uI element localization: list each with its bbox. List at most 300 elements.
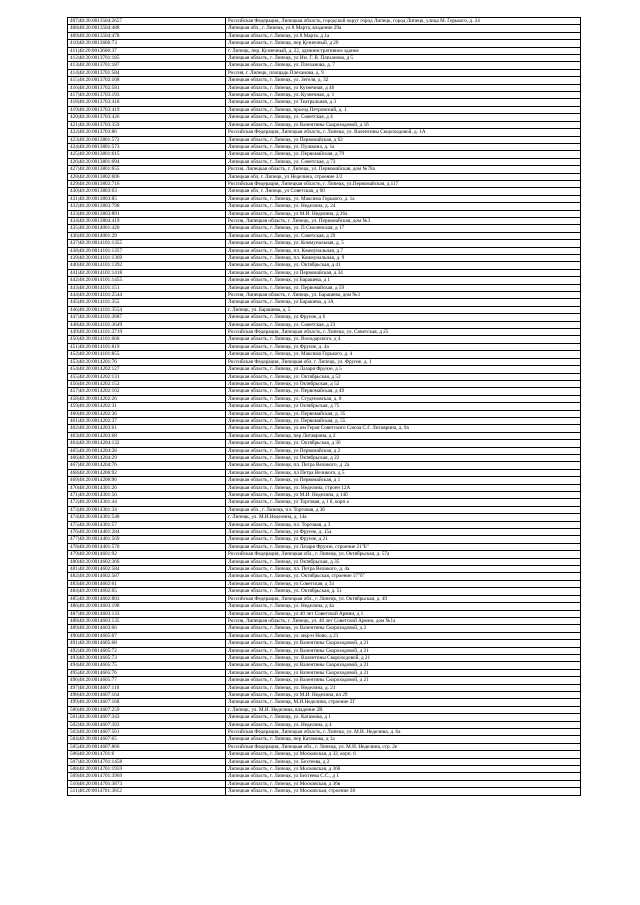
table-row [68, 40, 581, 47]
address-cell: Российская Федерация, Липецкая обл., г. Липецк, ул. Октябрьская, д. 49 [226, 595, 581, 602]
address-cell: Липецкая область, г. Липецк, ул Им. Г. В. Плеханова, д 5 [226, 55, 581, 62]
record-number-cell: 439|48:20:0014101:1369 [68, 255, 226, 262]
table-row [68, 617, 581, 624]
address-cell: Липецкая область, г. Липецк, ул. Первомайская, д. 55 [226, 417, 581, 424]
address-cell: Липецкая область, г. Липецк, ул Октябрьская, д 35 [226, 558, 581, 565]
record-number-cell: 486|48:20:0014603:198 [68, 603, 226, 610]
table-row [68, 180, 581, 187]
address-cell: Липецкая область, г. Липецк, проезд Петровский, д. 1 [226, 106, 581, 113]
address-cell: Липецкая область, г. Липецк, ул. Неделина, д 4 [226, 721, 581, 728]
record-number-cell: 485|48:20:0014602:883 [68, 595, 226, 602]
address-cell: Липецкая область, г. Липецк, ул. Пушкина, д. 1а [226, 143, 581, 150]
record-number-cell: 498|48:20:0014607:164 [68, 691, 226, 698]
table-row [68, 136, 581, 143]
record-number-cell: 450|48:20:0014101:668 [68, 336, 226, 343]
table-row [68, 203, 581, 210]
address-cell: Липецкая область, г. Липецк, ул Первомайская, д 1 [226, 477, 581, 484]
address-cell: Россия, Липецкая область, г. Липецк, ул. Барашева, дом №3 [226, 292, 581, 299]
address-cell: Российская Федерация, Липецкая область, г. Липецк, ул. Валентины Скороходовой, д. 1А [226, 129, 581, 136]
record-number-cell: 438|48:20:0014101:1357 [68, 247, 226, 254]
record-number-cell: 410|48:20:0013606:73 [68, 40, 226, 47]
record-number-cell: 445|48:20:0014101:355 [68, 299, 226, 306]
record-number-cell: 448|48:20:0014101:3649 [68, 321, 226, 328]
address-cell: Липецкая область, г. Липецк, ул Кузнечная, д 46 [226, 84, 581, 91]
address-cell: Российская Федерация, Липецкая обл, г. Липецк, ул. Фрунзе, д. 1 [226, 358, 581, 365]
address-cell: Липецкая обл., г. Липецк, ул 8 Марта, владение 29а [226, 25, 581, 32]
record-number-cell: 504|48:20:0014607:65 [68, 736, 226, 743]
address-cell: Липецкая область, г. Липецк, ул. Советская, д 73 [226, 158, 581, 165]
address-cell: г. Липецк, ул. М.И.Неделина, д. 14а [226, 514, 581, 521]
table-row [68, 640, 581, 647]
record-number-cell: 474|48:20:0014301:548 [68, 514, 226, 521]
address-cell: Российская Федерация, Липецкая область, г. Липецк, ул. Советская, д 25 [226, 329, 581, 336]
address-cell: Россия, г. Липецк, площадь Плеханова, д. 9 [226, 69, 581, 76]
address-cell: Липецкая область, г. Липецк, пл Петра Великого, д 5 [226, 469, 581, 476]
address-cell: Липецкая область, г. Липецк, ул Барашева, д 1 [226, 277, 581, 284]
address-cell: Липецкая область, г. Липецк, ул. Зегеля, д. 32 [226, 77, 581, 84]
table-row [68, 351, 581, 358]
address-cell: Липецкая область, г. Липецк, ул Первомайская, д 2 [226, 447, 581, 454]
table-row [68, 706, 581, 713]
address-cell: Липецкая область, г. Липецк, ул Театральная, д 3 [226, 99, 581, 106]
address-cell: Липецкая область, г. Липецк, ул Бехтеева С.С., д 1 [226, 773, 581, 780]
record-number-cell: 509|48:20:0014701:3969 [68, 773, 226, 780]
table-row [68, 662, 581, 669]
record-number-cell: 436|48:20:0014001:29 [68, 232, 226, 239]
address-cell: Липецкая область, г. Липецк, ул. Коммунальная, д. 5 [226, 240, 581, 247]
table-row [68, 469, 581, 476]
record-number-cell: 454|48:20:0014202:127 [68, 366, 226, 373]
table-row [68, 647, 581, 654]
address-cell: Липецкая область, г. Липецк, ул. Неделина, д. 21 [226, 684, 581, 691]
table-row [68, 425, 581, 432]
record-number-cell: 459|48:20:0014202:31 [68, 403, 226, 410]
record-number-cell: 408|48:20:0013504:488 [68, 25, 226, 32]
table-row [68, 306, 581, 313]
address-cell: Липецкая область, г. Липецк, ул. Первомайская, д. 35 [226, 410, 581, 417]
record-number-cell: 471|48:20:0014301:56 [68, 492, 226, 499]
table-row [68, 751, 581, 758]
table-row [68, 284, 581, 291]
address-cell: Липецкая обл, г. Липецк, ул Неделина, строение 3/2 [226, 173, 581, 180]
table-row [68, 521, 581, 528]
record-number-cell: 449|48:20:0014101:3719 [68, 329, 226, 336]
record-number-cell: 428|48:20:0013802:606 [68, 173, 226, 180]
record-number-cell: 407|48:20:0013504:2657 [68, 18, 226, 25]
table-row [68, 588, 581, 595]
table-row [68, 417, 581, 424]
table-row [68, 314, 581, 321]
record-number-cell: 415|48:20:0013702:168 [68, 77, 226, 84]
record-number-cell: 465|48:20:0014204:28 [68, 447, 226, 454]
address-cell: г. Липецк, ул. Барашева, д. 5 [226, 306, 581, 313]
address-cell: Российская Федерация, Липецкая область, городской округ город Липецк, город Липецк, улица М. Горького, д. 24 [226, 18, 581, 25]
address-cell: Липецкая область, г. Липецк, ул. Максима Горького, д. 1а [226, 195, 581, 202]
table-row [68, 62, 581, 69]
table-row [68, 25, 581, 32]
table-row [68, 217, 581, 224]
table-row [68, 47, 581, 54]
record-number-cell: 508|48:20:0014701:1959 [68, 766, 226, 773]
record-number-cell: 424|48:20:0013801:573 [68, 143, 226, 150]
table-row [68, 499, 581, 506]
table-row [68, 395, 581, 402]
table-row [68, 595, 581, 602]
table-row [68, 506, 581, 513]
table-row [68, 721, 581, 728]
table-row [68, 329, 581, 336]
record-number-cell: 426|48:20:0013801:694 [68, 158, 226, 165]
table-row [68, 551, 581, 558]
record-number-cell: 503|48:20:0014607:561 [68, 729, 226, 736]
record-number-cell: 472|48:20:0014301:44 [68, 499, 226, 506]
record-number-cell: 417|48:20:0013703:193 [68, 92, 226, 99]
table-row [68, 780, 581, 787]
record-number-cell: 490|48:20:0014605:67 [68, 632, 226, 639]
address-cell: Липецкая область, г. Липецк, пер Литаврина, д 2 [226, 432, 581, 439]
record-number-cell: 453|48:20:0014201:76 [68, 358, 226, 365]
table-row [68, 410, 581, 417]
table-row [68, 32, 581, 39]
table-row [68, 699, 581, 706]
table-row [68, 477, 581, 484]
table-row [68, 684, 581, 691]
address-cell: Липецкая область, г. Липецк, пл. Петра Великого, д. 4а [226, 566, 581, 573]
table-row [68, 92, 581, 99]
table-row [68, 247, 581, 254]
table-row [68, 336, 581, 343]
record-number-cell: 463|48:20:0014203:68 [68, 432, 226, 439]
table-row [68, 358, 581, 365]
address-cell: г. Липецк, пер. Кузнечный, д. 22, административное здание [226, 47, 581, 54]
record-number-cell: 475|48:20:0014301:57 [68, 521, 226, 528]
table-row [68, 514, 581, 521]
address-cell: Липецкая область, г. Липецк, ул. Бехтеева, д 2 [226, 758, 581, 765]
table-row [68, 714, 581, 721]
table-row [68, 210, 581, 217]
address-cell: Липецкая область, г. Липецк, М.И.Неделина, строение 2Г [226, 699, 581, 706]
address-cell: Липецкая область, г. Липецк, ул. Валентины Скороходовой, д 21 [226, 654, 581, 661]
address-cell: Липецкая область, г. Липецк, пер Кузнечный, д 20 [226, 40, 581, 47]
record-number-cell: 452|48:20:0014101:855 [68, 351, 226, 358]
record-number-cell: 446|48:20:0014101:3554 [68, 306, 226, 313]
table-row [68, 403, 581, 410]
table-row [68, 669, 581, 676]
table-row [68, 188, 581, 195]
address-cell: Липецкая область, г. Липецк, ул. Первомайская, д 49 [226, 388, 581, 395]
address-cell: Липецкая область, г. Липецк, ул Московская, д 36б [226, 766, 581, 773]
table-row [68, 625, 581, 632]
record-number-cell: 458|48:20:0014202:26 [68, 395, 226, 402]
table-row [68, 654, 581, 661]
record-number-cell: 451|48:20:0014101:819 [68, 343, 226, 350]
table-row [68, 69, 581, 76]
address-cell: Липецкая область, г. Липецк, ул. Неделина, д. 24 [226, 203, 581, 210]
record-number-cell: 479|48:20:0014601:92 [68, 551, 226, 558]
table-row [68, 447, 581, 454]
record-number-cell: 476|48:20:0014401:284 [68, 529, 226, 536]
table-row [68, 277, 581, 284]
address-cell: Липецкая область, г. Липецк, ул. Советская, д 23 [226, 321, 581, 328]
table-row [68, 758, 581, 765]
address-cell: Липецкая область, г. Липецк, ул. Студеновская, д. 8 [226, 395, 581, 402]
table-row [68, 766, 581, 773]
record-number-cell: 412|48:20:0013701:185 [68, 55, 226, 62]
address-cell: г. Липецк, ул. М.И. Неделина, владение 2В [226, 706, 581, 713]
table-row [68, 18, 581, 25]
record-number-cell: 511|48:20:0014701:3812 [68, 788, 226, 795]
address-cell: Липецкая область, г. Липецк, ул Октябрьская, д 22 [226, 454, 581, 461]
table-row [68, 114, 581, 121]
record-number-cell: 497|48:20:0014607:110 [68, 684, 226, 691]
address-cell: Липецкая область, г. Липецк, ул. Катамова, д 1 [226, 714, 581, 721]
record-number-cell: 447|48:20:0014101:3687 [68, 314, 226, 321]
table-row [68, 691, 581, 698]
record-number-cell: 442|48:20:0014101:1455 [68, 277, 226, 284]
address-cell: Российская Федерация, Липецкая область, г. Липецк, ул. М.И. Неделина, д. 6а [226, 729, 581, 736]
record-number-cell: 425|48:20:0013801:615 [68, 151, 226, 158]
table-row [68, 632, 581, 639]
table-row [68, 484, 581, 491]
record-number-cell: 470|48:20:0014301:26 [68, 484, 226, 491]
table-row [68, 380, 581, 387]
address-cell: Липецкая область, г. Липецк, ул. мкр-н Ново, д 21 [226, 632, 581, 639]
record-number-cell: 427|48:20:0013801:655 [68, 166, 226, 173]
table-row [68, 536, 581, 543]
table-row [68, 232, 581, 239]
table-row [68, 158, 581, 165]
record-number-cell: 464|48:20:0014204:132 [68, 440, 226, 447]
address-cell: Липецкая область, г. Липецк, пер Катамова, д 1а [226, 736, 581, 743]
record-number-cell: 430|48:20:0013803:63 [68, 188, 226, 195]
table-row [68, 151, 581, 158]
table-row [68, 292, 581, 299]
record-number-cell: 409|48:20:0013504:478 [68, 32, 226, 39]
record-number-cell: 468|48:20:0014206:92 [68, 469, 226, 476]
address-cell: Липецкая область, г. Липецк, ул Фрунзе, д. 4а [226, 343, 581, 350]
record-number-cell: 444|48:20:0014101:2544 [68, 292, 226, 299]
table-row [68, 492, 581, 499]
record-number-cell: 419|48:20:0013703:419 [68, 106, 226, 113]
record-number-cell: 494|48:20:0014605:75 [68, 662, 226, 669]
table-row [68, 677, 581, 684]
table-row [68, 129, 581, 136]
address-cell: Липецкая область, г. Липецк, ул. Советская, д 4 [226, 114, 581, 121]
address-cell: Липецкая область, г. Липецк, ул. Первомайская, д 59 [226, 284, 581, 291]
record-number-cell: 437|48:20:0014101:1355 [68, 240, 226, 247]
record-number-cell: 488|48:20:0014603:135 [68, 617, 226, 624]
address-cell: Липецкая область, г. Липецк, ул. Октябрьская, д 41 [226, 262, 581, 269]
record-number-cell: 506|48:20:0014701:6 [68, 751, 226, 758]
table-row [68, 106, 581, 113]
table-row [68, 610, 581, 617]
address-cell: Липецкая область, г. Липецк, ул 40 лет Советской Армии, д 1 [226, 610, 581, 617]
address-cell: Липецкая область, г. Липецк, ул Валентины Скороходовой, д 21 [226, 677, 581, 684]
address-cell: Липецкая область, г. Липецк, ул Валентины Скороходовой, д 2 [226, 625, 581, 632]
table-row [68, 736, 581, 743]
table-row [68, 388, 581, 395]
record-number-cell: 500|48:20:0014607:259 [68, 706, 226, 713]
record-number-cell: 502|48:20:0014607:393 [68, 721, 226, 728]
record-number-cell: 466|48:20:0014204:29 [68, 454, 226, 461]
address-cell: Липецкая область, г. Липецк, ул М.И. Неделина, вл 29 [226, 691, 581, 698]
table-row [68, 255, 581, 262]
table-row [68, 55, 581, 62]
record-number-cell: 507|48:20:0014701:1458 [68, 758, 226, 765]
record-number-cell: 478|48:20:0014401:570 [68, 543, 226, 550]
address-cell: Липецкая область, г. Липецк, ул Валентины Скороходовой, д 1б [226, 121, 581, 128]
record-number-cell: 489|48:20:0014603:66 [68, 625, 226, 632]
address-cell: Россия, Липецкая область, г. Липецк, ул. Первомайская, дом №78а [226, 166, 581, 173]
record-number-cell: 499|48:20:0014607:168 [68, 699, 226, 706]
record-number-cell: 422|48:20:0013703:86 [68, 129, 226, 136]
record-number-cell: 462|48:20:0014203:61 [68, 425, 226, 432]
table-row [68, 143, 581, 150]
record-number-cell: 487|48:20:0014603:133 [68, 610, 226, 617]
table-row [68, 225, 581, 232]
table-row [68, 454, 581, 461]
record-number-cell: 495|48:20:0014605:76 [68, 669, 226, 676]
table-row [68, 566, 581, 573]
record-number-cell: 501|48:20:0014607:343 [68, 714, 226, 721]
address-cell: Липецкая область, г. Липецк, ул им Героя Советского Союза С.Г. Литаврина, д. 9а [226, 425, 581, 432]
address-cell: Липецкая область, г. Липецк, ул Первомайская, д 34 [226, 269, 581, 276]
address-cell: Липецкая область, г. Липецк, ул Октябрьская, д 75 [226, 403, 581, 410]
table-row [68, 366, 581, 373]
record-number-cell: 443|48:20:0014101:151 [68, 284, 226, 291]
address-cell: Липецкая область, г. Липецк, ул Фрунзе, д. 15а [226, 529, 581, 536]
address-cell: Липецкая область, г. Липецк, ул Торговая, д 1 б, корп а [226, 499, 581, 506]
table-row [68, 432, 581, 439]
record-number-cell: 493|48:20:0014605:73 [68, 654, 226, 661]
record-number-cell: 432|48:20:0013803:798 [68, 203, 226, 210]
table-row [68, 558, 581, 565]
record-number-cell: 492|48:20:0014605:72 [68, 647, 226, 654]
record-number-cell: 483|48:20:0014602:61 [68, 580, 226, 587]
address-cell: Липецкая область, г. Липецк, ул Московская, строение 28 [226, 788, 581, 795]
record-number-cell: 429|48:20:0013802:716 [68, 180, 226, 187]
record-number-cell: 413|48:20:0013701:187 [68, 62, 226, 69]
address-cell: Липецкая область, г. Липецк, ул Московская, д 36в [226, 780, 581, 787]
record-number-cell: 420|48:20:0013703:426 [68, 114, 226, 121]
address-cell: Липецкая область, г. Липецк, ул М.И. Неделина, д 14б [226, 492, 581, 499]
record-number-cell: 505|48:20:0014607:866 [68, 743, 226, 750]
record-number-cell: 484|48:20:0014602:65 [68, 588, 226, 595]
address-cell: Липецкая область, г. Липецк, ул. П.Смоленская, д 17 [226, 225, 581, 232]
address-cell: Липецкая область, г. Липецк, ул 8 Марта, д 1а [226, 32, 581, 39]
address-cell: Липецкая область, г. Липецк, ул Советская, д 33 [226, 580, 581, 587]
register-table [67, 17, 581, 796]
table-row [68, 321, 581, 328]
table-row [68, 580, 581, 587]
address-cell: Липецкая область, г. Липецк, ул. Максима Горького, д. 4 [226, 351, 581, 358]
address-cell: Липецкая область, г. Липецк, ул Московская, д 32, корп. 6 [226, 751, 581, 758]
record-number-cell: 455|48:20:0014202:131 [68, 373, 226, 380]
table-row [68, 262, 581, 269]
address-cell: Российская Федерация, Липецкая обл., г. Липецк, ул. М.И. Неделина, стр. 2е [226, 743, 581, 750]
address-cell: Российская Федерация, Липецкая область, г. Липецк, ул.Первомайская, д.117 [226, 180, 581, 187]
address-cell: Липецкая область, г. Липецк, ул Фрунзе, д 6 [226, 314, 581, 321]
address-cell: Россия, Липецкая область, г. Липецк, ул. 40 лет Советской Армии, дом №1а [226, 617, 581, 624]
record-number-cell: 431|48:20:0013803:85 [68, 195, 226, 202]
table-row [68, 603, 581, 610]
record-number-cell: 433|48:20:0013803:891 [68, 210, 226, 217]
table-row [68, 240, 581, 247]
record-number-cell: 496|48:20:0014605:77 [68, 677, 226, 684]
record-number-cell: 423|48:20:0013801:572 [68, 136, 226, 143]
address-cell: Липецкая область, г. Липецк, ул Октябрьская, д 52 [226, 380, 581, 387]
record-number-cell: 491|48:20:0014605:68 [68, 640, 226, 647]
address-cell: Липецкая область, г. Липецк, ул Валентины Скороходовой, д 21 [226, 662, 581, 669]
address-cell: Липецкая область, г. Липецк, ул. Советская, д 29 [226, 232, 581, 239]
address-cell: Липецкая область, г. Липецк, ул Первомайская, д 62 [226, 136, 581, 143]
address-cell: Липецкая область, г. Липецк, ул Фрунзе, д 21 [226, 536, 581, 543]
record-number-cell: 469|48:20:0014206:96 [68, 477, 226, 484]
record-number-cell: 481|48:20:0014602:584 [68, 566, 226, 573]
table-row [68, 121, 581, 128]
record-number-cell: 418|48:20:0013703:418 [68, 99, 226, 106]
address-cell: Липецкая область, г. Липецк, ул Барашева, д 3А [226, 299, 581, 306]
record-number-cell: 411|48:20:0013606:37 [68, 47, 226, 54]
table-row [68, 773, 581, 780]
address-cell: Россия, Липецкая область, г. Липецк, ул. Первомайская, дом №3 [226, 217, 581, 224]
table-row [68, 440, 581, 447]
table-row [68, 529, 581, 536]
address-cell: Липецкая область, г. Липецк, ул Валентины Скороходовой, д 21 [226, 647, 581, 654]
address-cell: Липецкая область, г. Липецк, пл. Петра Великого, д. 2а [226, 462, 581, 469]
address-cell: Липецкая область, г. Липецк, ул. Октябрьская, д 36 [226, 440, 581, 447]
record-number-cell: 414|48:20:0013701:584 [68, 69, 226, 76]
address-cell: Липецкая обл, г. Липецк, ул Советская, д 60 [226, 188, 581, 195]
record-number-cell: 434|48:20:0013804:419 [68, 217, 226, 224]
address-cell: Липецкая область, г. Липецк, ул. Кузнечная, д. 1 [226, 92, 581, 99]
address-cell: Российская Федерация, Липецкая обл., г. Липецк, ул. Октябрьская, д. 57а [226, 551, 581, 558]
address-cell: Липецкая область, г. Липецк, ул Валентины Скороходовой, д 21 [226, 669, 581, 676]
record-number-cell: 473|48:20:0014301:34 [68, 506, 226, 513]
address-cell: Липецкая область, г. Липецк, ул. Володарского, д 4 [226, 336, 581, 343]
table-row [68, 173, 581, 180]
table-row [68, 729, 581, 736]
table-row [68, 743, 581, 750]
record-number-cell: 482|48:20:0014602:587 [68, 573, 226, 580]
table-row [68, 77, 581, 84]
table-row [68, 299, 581, 306]
table-row [68, 573, 581, 580]
record-number-cell: 435|48:20:0014001:420 [68, 225, 226, 232]
table-row [68, 788, 581, 795]
record-number-cell: 510|48:20:0014701:3873 [68, 780, 226, 787]
address-cell: Липецкая область, г. Липецк, ул. Плеханова, д. 7 [226, 62, 581, 69]
address-cell: Липецкая область, г. Липецк, ул Лазаря Фрунзе, строение 21"Б" [226, 543, 581, 550]
record-number-cell: 441|48:20:0014101:1418 [68, 269, 226, 276]
address-cell: Липецкая область, г. Липецк, ул. Октябрьская, д. 51 [226, 588, 581, 595]
record-number-cell: 467|48:20:0014204:76 [68, 462, 226, 469]
table-row [68, 84, 581, 91]
address-cell: Липецкая область, г. Липецк, пл. Торговая, д 3 [226, 521, 581, 528]
record-number-cell: 440|48:20:0014101:1392 [68, 262, 226, 269]
register-table-body [68, 18, 581, 796]
record-number-cell: 421|48:20:0013703:359 [68, 121, 226, 128]
record-number-cell: 460|48:20:0014202:36 [68, 410, 226, 417]
address-cell: Липецкая область, г. Липецк, ул Лазаря Фрунзе, д 5 [226, 366, 581, 373]
record-number-cell: 480|48:20:0014602:366 [68, 558, 226, 565]
address-cell: Липецкая область, г. Липецк, пл. Коммунальная, д. 9 [226, 255, 581, 262]
record-number-cell: 457|48:20:0014202:162 [68, 388, 226, 395]
record-number-cell: 477|48:20:0014401:569 [68, 536, 226, 543]
table-row [68, 543, 581, 550]
address-cell: Липецкая область, г. Липецк, ул М.И. Неделина, д 26а [226, 210, 581, 217]
table-row [68, 462, 581, 469]
